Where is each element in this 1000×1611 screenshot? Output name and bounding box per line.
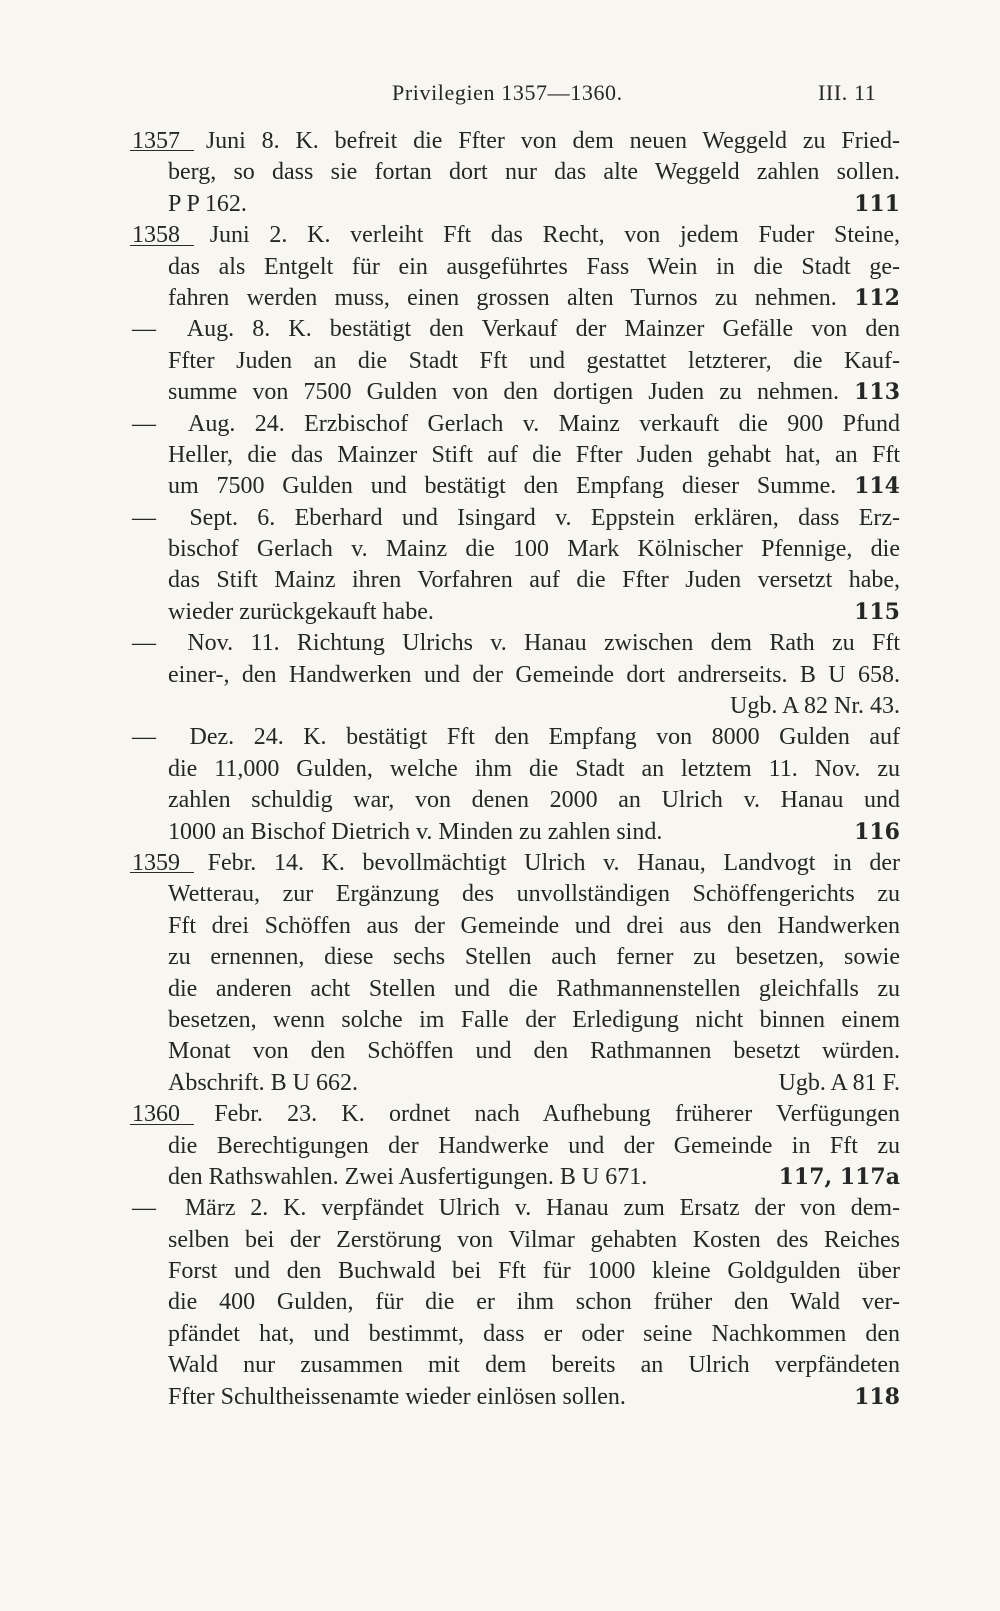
text-line bbox=[132, 942, 900, 973]
text-line bbox=[132, 503, 900, 534]
text-line bbox=[132, 1193, 900, 1224]
text-line bbox=[132, 1382, 900, 1413]
line-text: Heller, die das Mainzer Stift auf die Ffter Juden gehabt hat, an Fft bbox=[168, 441, 900, 468]
text-line bbox=[132, 817, 900, 848]
entry-dash: — bbox=[132, 724, 156, 751]
page-number: III. 11 bbox=[818, 80, 877, 105]
text-line bbox=[132, 754, 900, 785]
text-line bbox=[132, 1099, 900, 1130]
entry-dash: — bbox=[132, 630, 156, 657]
line-text: berg, so dass sie fortan dort nur das alte Weggeld zahlen sollen. bbox=[168, 159, 900, 186]
line-text: pfändet hat, und bestimmt, dass er oder seine Nachkommen den bbox=[168, 1320, 900, 1347]
text-line bbox=[132, 126, 900, 157]
line-text: Juni 2. K. verleiht Fft das Recht, von jedem Fuder Steine, bbox=[209, 222, 901, 249]
line-text: März 2. K. verpfändet Ulrich v. Hanau zum Ersatz der von dem- bbox=[184, 1195, 901, 1222]
text-body bbox=[132, 126, 900, 1413]
line-text: 1000 an Bischof Dietrich v. Minden zu zahlen sind. bbox=[168, 818, 663, 845]
line-text: Juni 8. K. befreit die Ffter von dem neuen Weggeld zu Fried- bbox=[205, 128, 901, 154]
line-text: Forst und den Buchwald bei Fft für 1000 kleine Goldgulden über bbox=[168, 1258, 900, 1285]
line-text: wieder zurückgekauft habe. bbox=[168, 598, 434, 625]
line-text: summe von 7500 Gulden von den dortigen Juden zu nehmen. bbox=[168, 379, 839, 406]
document-number: 118 bbox=[854, 1383, 900, 1410]
running-header bbox=[0, 80, 1000, 114]
line-text: die Berechtigungen der Handwerke und der Gemeinde in Fft zu bbox=[168, 1132, 900, 1159]
text-line bbox=[132, 1225, 900, 1256]
document-number: 116 bbox=[854, 818, 900, 845]
text-line bbox=[132, 785, 900, 816]
text-line bbox=[132, 1036, 900, 1067]
text-line bbox=[132, 1162, 900, 1193]
text-line bbox=[132, 220, 900, 251]
text-line bbox=[132, 314, 900, 345]
line-text: Aug. 8. K. bestätigt den Verkauf der Mainzer Gefälle von den bbox=[186, 316, 900, 343]
text-line bbox=[132, 722, 900, 753]
line-text: fahren werden muss, einen grossen alten Turnos zu nehmen. bbox=[168, 284, 837, 311]
line-text: Nov. 11. Richtung Ulrichs v. Hanau zwischen dem Rath zu Fft bbox=[187, 630, 900, 657]
line-text: Febr. 23. K. ordnet nach Aufhebung früherer Verfügungen bbox=[214, 1101, 901, 1128]
entry-year: 1359 bbox=[132, 848, 180, 879]
text-line bbox=[132, 1350, 900, 1381]
text-line bbox=[132, 157, 900, 188]
line-text: Sept. 6. Eberhard und Isingard v. Eppstein erklären, dass Erz- bbox=[189, 504, 900, 531]
line-text: zahlen schuldig war, von denen 2000 an Ulrich v. Hanau und bbox=[168, 787, 900, 814]
line-text-right: Ugb. A 81 F. bbox=[778, 1069, 900, 1096]
text-line bbox=[132, 189, 900, 220]
line-text: Abschrift. B U 662. bbox=[168, 1069, 358, 1096]
document-number: 114 bbox=[854, 473, 900, 500]
line-text: die 11,000 Gulden, welche ihm die Stadt an letztem 11. Nov. zu bbox=[168, 755, 900, 782]
line-text: selben bei der Zerstörung von Vilmar gehabten Kosten des Reiches bbox=[168, 1226, 900, 1253]
line-text: Wetterau, zur Ergänzung des unvollständigen Schöffengerichts zu bbox=[168, 881, 900, 908]
text-line bbox=[132, 628, 900, 659]
text-line bbox=[132, 565, 900, 596]
entry-year: 1358 bbox=[132, 220, 180, 251]
entry-dash: — bbox=[132, 1195, 156, 1222]
line-text: die anderen acht Stellen und die Rathmannenstellen gleichfalls zu bbox=[168, 975, 900, 1002]
line-text: P P 162. bbox=[168, 190, 247, 217]
text-line bbox=[132, 1319, 900, 1350]
text-line bbox=[132, 471, 900, 502]
entry-dash: — bbox=[132, 504, 156, 531]
line-text: Ugb. A 82 Nr. 43. bbox=[729, 693, 900, 720]
text-line bbox=[132, 660, 900, 691]
entry-year: 1360 bbox=[132, 1099, 180, 1130]
document-number: 117, 117a bbox=[778, 1163, 900, 1190]
document-number: 113 bbox=[854, 379, 901, 406]
line-text: Aug. 24. Erzbischof Gerlach v. Mainz verkauft die 900 Pfund bbox=[188, 410, 900, 437]
document-number: 112 bbox=[854, 284, 900, 311]
line-text: Febr. 14. K. bevollmächtigt Ulrich v. Hanau, Landvogt in der bbox=[207, 849, 900, 876]
line-text: Fft drei Schöffen aus der Gemeinde und drei aus den Handwerken bbox=[168, 912, 900, 939]
line-text: Ffter Juden an die Stadt Fft und gestattet letzterer, die Kauf- bbox=[168, 347, 900, 374]
text-line bbox=[132, 1256, 900, 1287]
line-text: Wald nur zusammen mit dem bereits an Ulrich verpfändeten bbox=[168, 1352, 900, 1379]
text-line bbox=[132, 1005, 900, 1036]
line-text: das als Entgelt für ein ausgeführtes Fass Wein in die Stadt ge- bbox=[168, 253, 900, 280]
text-line bbox=[132, 911, 900, 942]
line-text: Monat von den Schöffen und den Rathmannen besetzt würden. bbox=[168, 1038, 900, 1065]
document-number: 115 bbox=[854, 598, 900, 625]
line-text: Dez. 24. K. bestätigt Fft den Empfang von 8000 Gulden auf bbox=[189, 724, 901, 751]
text-line bbox=[132, 1287, 900, 1318]
line-text: zu ernennen, diese sechs Stellen auch ferner zu besetzen, sowie bbox=[168, 944, 900, 971]
line-text: den Rathswahlen. Zwei Ausfertigungen. B U 671. bbox=[168, 1163, 648, 1190]
line-text: Ffter Schultheissenamte wieder einlösen sollen. bbox=[168, 1383, 626, 1410]
running-title: Privilegien 1357—1360. bbox=[392, 80, 623, 105]
text-line bbox=[132, 534, 900, 565]
text-line bbox=[132, 691, 900, 722]
line-text: besetzen, wenn solche im Falle der Erledigung nicht binnen einem bbox=[168, 1006, 900, 1033]
text-line bbox=[132, 283, 900, 314]
text-line bbox=[132, 409, 900, 440]
text-line bbox=[132, 346, 900, 377]
text-line bbox=[132, 440, 900, 471]
line-text: um 7500 Gulden und bestätigt den Empfang dieser Summe. bbox=[168, 473, 837, 500]
entry-dash: — bbox=[132, 410, 156, 437]
entry-year: 1357 bbox=[132, 126, 180, 157]
line-text: das Stift Mainz ihren Vorfahren auf die Ffter Juden versetzt habe, bbox=[168, 567, 900, 594]
text-line bbox=[132, 377, 900, 408]
text-line bbox=[132, 974, 900, 1005]
entry-dash: — bbox=[132, 316, 156, 343]
line-text: bischof Gerlach v. Mainz die 100 Mark Kölnischer Pfennige, die bbox=[168, 536, 900, 563]
text-line bbox=[132, 848, 900, 879]
line-text: die 400 Gulden, für die er ihm schon früher den Wald ver- bbox=[168, 1289, 900, 1316]
text-line bbox=[132, 879, 900, 910]
text-line bbox=[132, 1068, 900, 1099]
document-number: 111 bbox=[854, 190, 900, 217]
text-line bbox=[132, 252, 900, 283]
line-text: einer-, den Handwerken und der Gemeinde dort andrerseits. B U 658. bbox=[168, 661, 900, 688]
text-line bbox=[132, 1131, 900, 1162]
text-line bbox=[132, 597, 900, 628]
